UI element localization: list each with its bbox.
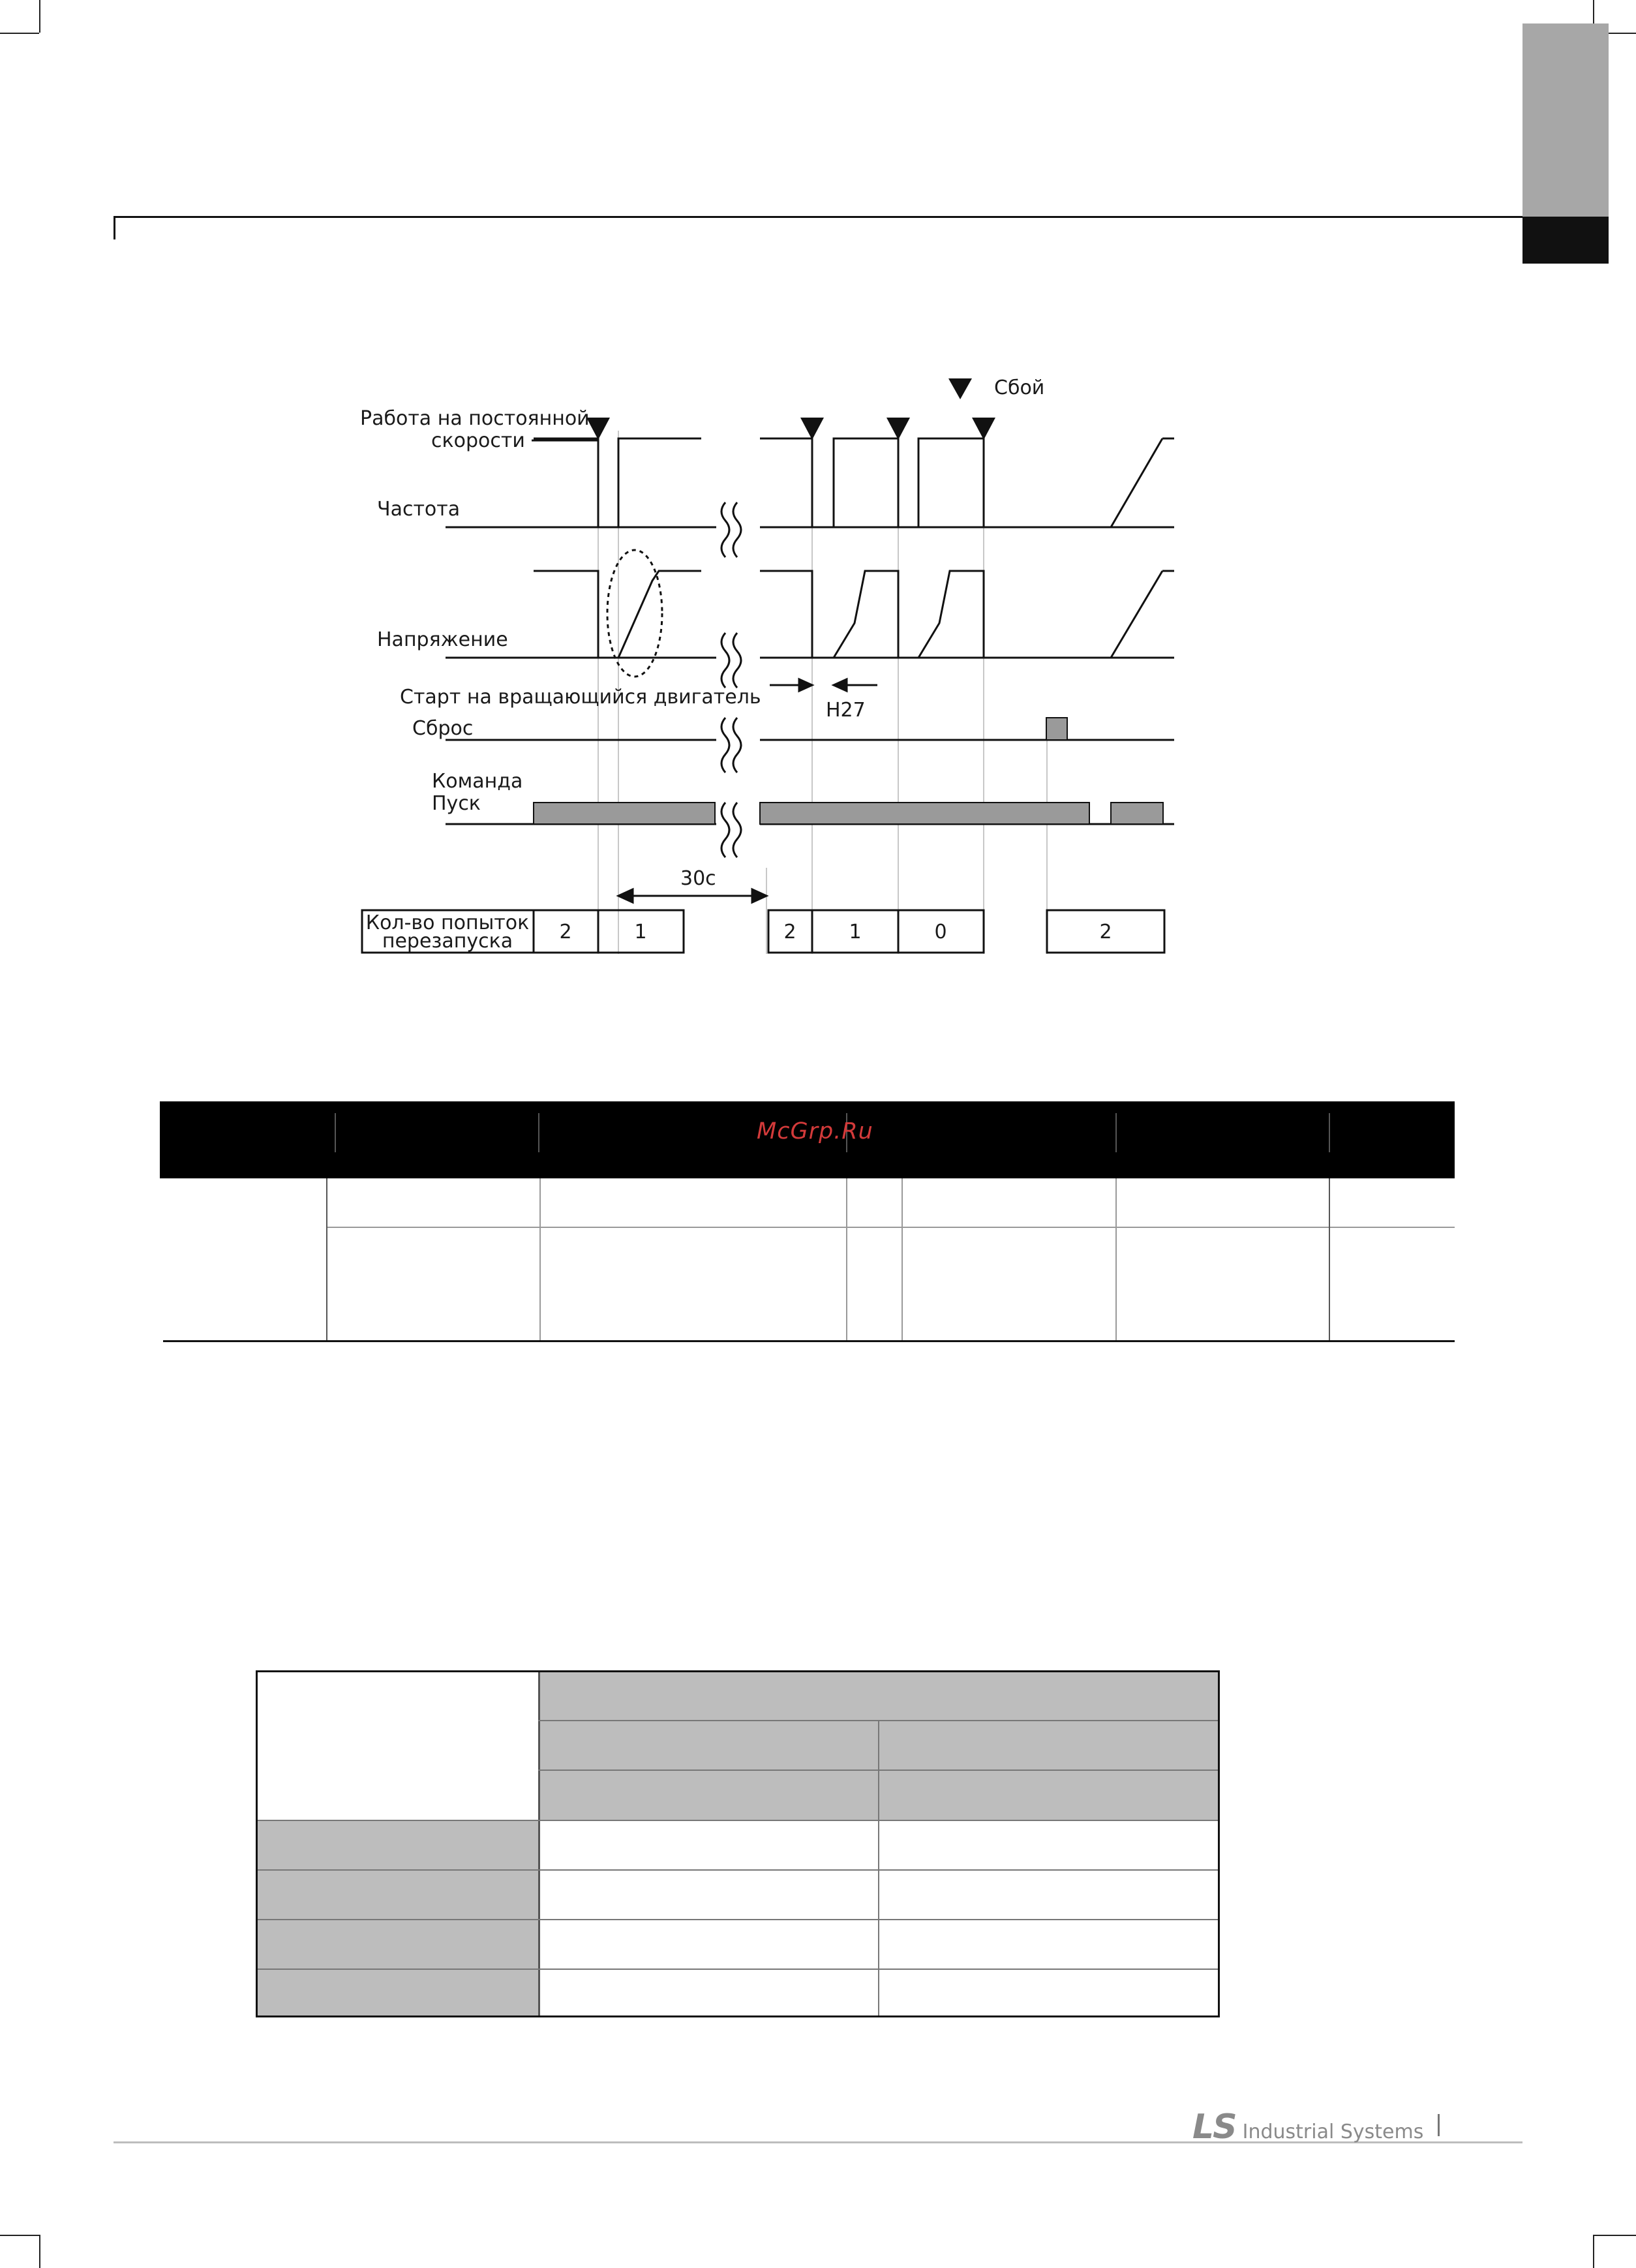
fault-marker bbox=[972, 418, 995, 440]
break-symbol bbox=[721, 633, 741, 688]
frequency-trace bbox=[446, 438, 1174, 527]
watermark: McGrp.Ru bbox=[757, 1118, 873, 1144]
break-symbol bbox=[721, 718, 741, 773]
crop-mark-bottom-right-v bbox=[1593, 2235, 1594, 2268]
param-table-header-sep bbox=[1115, 1113, 1117, 1152]
matrix-row-line bbox=[538, 1720, 1218, 1721]
matrix-col-line bbox=[538, 1672, 540, 2015]
delay-arrow bbox=[618, 889, 766, 902]
fault-marker bbox=[800, 418, 824, 440]
ls-logo-mark: LS bbox=[1192, 2107, 1236, 2147]
matrix-row-line bbox=[258, 1919, 1218, 1920]
retry-count-value: 1 bbox=[634, 921, 647, 943]
param-table-col-line bbox=[326, 1178, 327, 1340]
param-table-header-sep bbox=[1329, 1113, 1330, 1152]
ls-logo-text: Industrial Systems bbox=[1242, 2121, 1424, 2143]
break-symbol bbox=[721, 502, 741, 557]
constant-speed-label-1: Работа на постоянной bbox=[360, 407, 590, 430]
matrix-row-line bbox=[258, 1820, 1218, 1821]
retry-count-label-2: перезапуска bbox=[382, 930, 513, 953]
fault-marker bbox=[586, 418, 610, 440]
voltage-trace bbox=[446, 571, 1174, 658]
param-table-col-line bbox=[1115, 1178, 1117, 1340]
retry-count-value: 0 bbox=[934, 921, 947, 943]
matrix-row-line bbox=[258, 1869, 1218, 1871]
footer-logo bbox=[1192, 2107, 1423, 2147]
h27-label: H27 bbox=[826, 699, 866, 722]
matrix-table bbox=[256, 1670, 1220, 2017]
run-command-label-2: Пуск bbox=[432, 792, 481, 815]
run-command-bar bbox=[534, 803, 715, 824]
retry-count-value: 2 bbox=[559, 921, 572, 943]
crop-mark-bottom-right-h bbox=[1594, 2235, 1636, 2236]
frequency-label: Частота bbox=[377, 498, 461, 521]
param-table-bottom-line bbox=[163, 1340, 1455, 1342]
crop-mark-bottom-left-v bbox=[39, 2235, 40, 2268]
run-command-bar bbox=[760, 803, 1089, 824]
reset-label: Сброс bbox=[412, 717, 474, 740]
param-table-col-line bbox=[846, 1178, 847, 1340]
param-table-col-line bbox=[1329, 1178, 1330, 1340]
fault-marker bbox=[886, 418, 910, 440]
param-table-header-sep bbox=[538, 1113, 539, 1152]
run-command-bar bbox=[1111, 803, 1163, 824]
matrix-col-line bbox=[878, 1721, 879, 2015]
run-command-label-1: Команда bbox=[432, 770, 523, 793]
crop-mark-bottom-left-h bbox=[0, 2235, 39, 2236]
break-symbol bbox=[721, 803, 741, 857]
voltage-label: Напряжение bbox=[377, 628, 508, 651]
speed-search-label: Старт на вращающийся двигатель bbox=[400, 686, 761, 709]
param-table-col-line bbox=[539, 1178, 541, 1340]
fault-legend-marker bbox=[948, 378, 972, 399]
matrix-header-top bbox=[538, 1672, 1218, 1721]
param-table-row-line bbox=[326, 1227, 1455, 1228]
param-table-header-sep bbox=[335, 1113, 336, 1152]
retry-count-label-1: Кол-во попыток bbox=[365, 912, 530, 934]
param-table-col-line bbox=[901, 1178, 903, 1340]
matrix-row-header bbox=[258, 1821, 538, 2015]
fault-legend-label: Сбой bbox=[994, 376, 1045, 399]
h27-interval-arrows bbox=[770, 679, 877, 691]
retry-count-value: 1 bbox=[849, 921, 862, 943]
matrix-row-line bbox=[538, 1770, 1218, 1771]
retry-count-value: 2 bbox=[783, 921, 796, 943]
delay-label: 30с bbox=[680, 867, 716, 890]
constant-speed-label-2: скорости bbox=[431, 429, 525, 452]
matrix-row-line bbox=[258, 1969, 1218, 1970]
reset-pulse bbox=[1046, 718, 1067, 740]
auto-restart-timing-diagram bbox=[0, 0, 1636, 1018]
retry-count-value: 2 bbox=[1099, 921, 1112, 943]
footer-separator bbox=[1438, 2114, 1440, 2136]
